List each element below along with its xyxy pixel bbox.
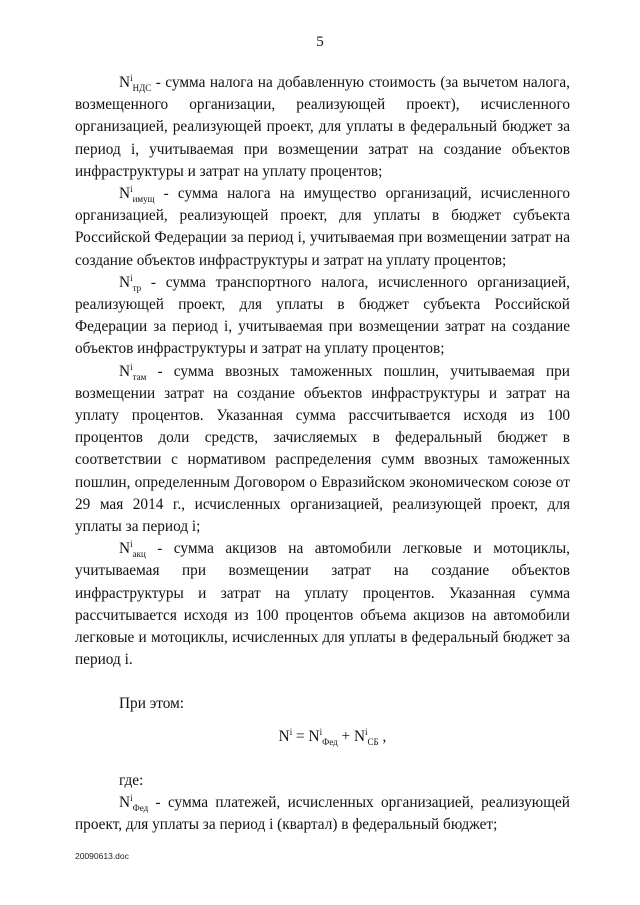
definition-tr: $N^i_{тр}$ - сумма транспортного налога, исчисленного организацией, реализующей проект, для уплаты в бюджет субъекта Российской Федерации за период i, учитываемая при возмещении затрат на создание объектов инфраструктуры и затрат на уплату процентов; [75, 272, 570, 358]
document-body [75, 72, 570, 837]
formula: $N^i = N^i_{Фед} + N^i_{СБ}$ , [278, 726, 387, 747]
symbol: N [119, 794, 131, 812]
symbol: N [119, 362, 131, 380]
definition-imushch: $N^i_{имущ}$ - сумма налога на имущество организаций, исчисленного организацией, реализующей проект, для уплаты в бюджет субъекта Российской Федерации за период i, учитываемая при возмещении затрат на создание объектов инфраструктуры и затрат на уплату процентов; [75, 183, 570, 269]
definition-nds: $N^i_{НДС}$ - сумма налога на добавленную стоимость (за вычетом налога, возмещенного организации, реализующей проект), исчисленного организацией, реализующей проект, для уплаты в федеральный бюджет за период i, учитываемая при возмещении затрат на создание объектов инфраструктуры и затрат на уплату процентов; [75, 72, 570, 180]
symbol: N [119, 74, 131, 91]
definition-tam: $N^i_{там}$ - сумма ввозных таможенных пошлин, учитываемая при возмещении затрат на создание объектов инфраструктуры и затрат на уплату процентов. Указанная сумма рассчитывается исходя из 100 процентов доли средств, зачисляемых в федеральный бюджет в соответствии с нормативом распределения сумм ввозных таможенных пошлин, определенным Договором о Евразийском экономическом союзе от 29 мая 2014 г., исчисленных организацией, реализующей проект, для уплаты за период i; [75, 361, 570, 536]
page-number: 5 [316, 34, 324, 50]
symbol: N [119, 185, 131, 203]
pri-etom: При этом: [119, 695, 185, 713]
definition-akc: $N^i_{акц}$ - сумма акцизов на автомобили легковые и мотоциклы, учитываемая при возмещении затрат на создание объектов инфраструктуры и затрат на уплату процентов. Указанная сумма рассчитывается исходя из 100 процентов объема акцизов на автомобили легковые и мотоциклы, исчисленных для уплаты в федеральный бюджет за период i. [75, 539, 570, 669]
symbol: N [119, 540, 131, 558]
symbol: N [119, 273, 131, 291]
gde-label: где: [119, 771, 144, 789]
definition-fed: $N^i_{Фед}$ - сумма платежей, исчисленных организацией, реализующей проект, для уплаты за период i (квартал) в федеральный бюджет; [75, 793, 570, 834]
file-name-footer: 20090613.doc [75, 851, 129, 861]
